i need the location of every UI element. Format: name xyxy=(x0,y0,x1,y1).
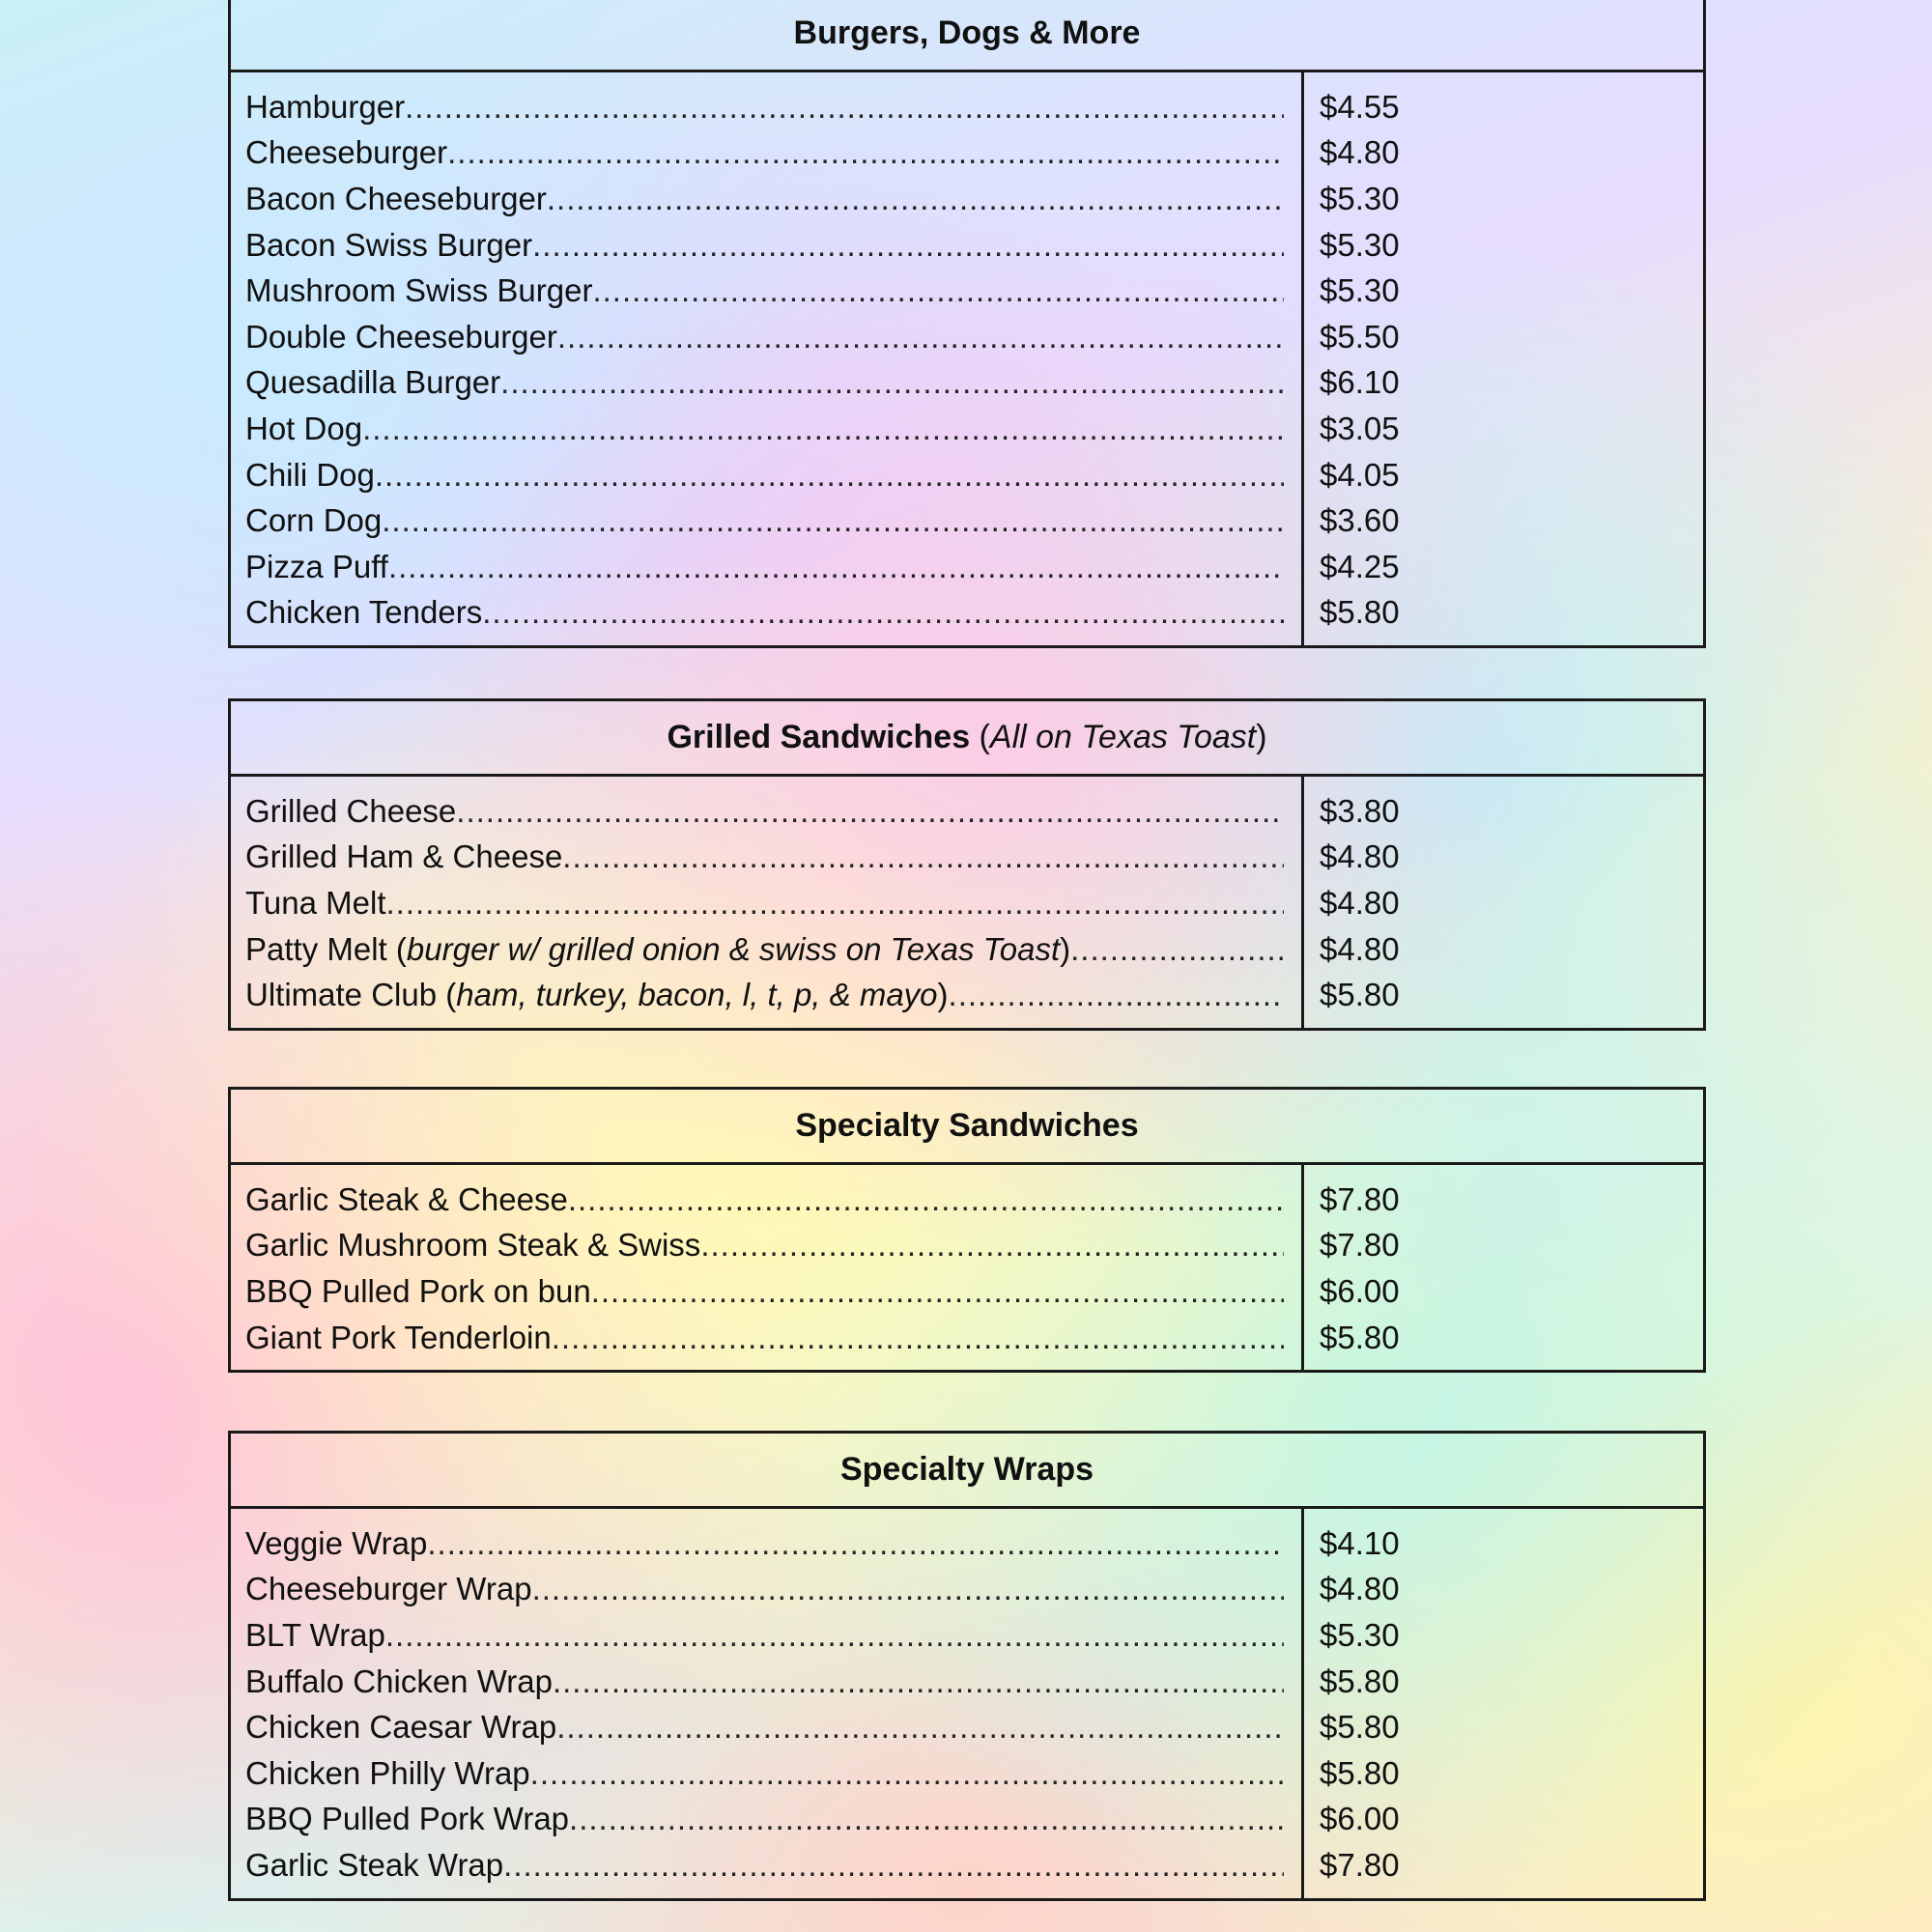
menu-item-name-text: Garlic Mushroom Steak & Swiss xyxy=(245,1227,701,1264)
menu-item-name-text: Quesadilla Burger xyxy=(245,364,501,401)
dot-leader xyxy=(592,272,1284,309)
menu-item-name-text: Tuna Melt xyxy=(245,884,386,921)
section-header xyxy=(231,1434,1703,1509)
menu-item-price: $4.55 xyxy=(1320,88,1400,125)
item-names-column xyxy=(231,1165,1301,1370)
menu-item xyxy=(245,1750,1301,1797)
menu-item-name xyxy=(245,1663,553,1700)
dot-leader xyxy=(547,181,1284,217)
dot-leader xyxy=(530,1755,1284,1792)
dot-leader xyxy=(447,134,1284,171)
menu-item-price: $4.80 xyxy=(1320,134,1400,171)
dot-leader xyxy=(405,89,1284,126)
menu-item xyxy=(245,1567,1301,1613)
menu-item xyxy=(245,788,1301,835)
menu-item xyxy=(245,590,1301,637)
menu-item-name-text: Cheeseburger Wrap xyxy=(245,1571,532,1607)
menu-item xyxy=(245,1612,1301,1659)
menu-item-price: $4.80 xyxy=(1320,930,1400,967)
menu-item-name xyxy=(245,1181,568,1218)
menu-item-price: $5.30 xyxy=(1320,180,1400,216)
menu-item-name xyxy=(245,1227,700,1264)
menu-item-name xyxy=(245,1273,591,1310)
menu-item xyxy=(245,1223,1301,1269)
menu-item-name-text: Garlic Steak & Cheese xyxy=(245,1180,568,1217)
menu-item-name: Ultimate Club (ham, turkey, bacon, l, t, p, & mayo) xyxy=(245,977,949,1013)
section-subtitle-text: All on Texas Toast xyxy=(989,719,1257,755)
menu-item-name-text: BBQ Pulled Pork on bun xyxy=(245,1272,591,1309)
menu-item-price: $5.30 xyxy=(1320,272,1400,309)
menu-item-name-text: Cheeseburger xyxy=(245,134,448,171)
menu-item-note: burger w/ grilled onion & swiss on Texas Toast xyxy=(406,930,1061,967)
item-prices-column xyxy=(1304,777,1703,1028)
menu-item-name-text: Hot Dog xyxy=(245,410,363,446)
dot-leader xyxy=(375,457,1284,494)
menu-item xyxy=(245,176,1301,222)
menu-item-name xyxy=(245,89,405,126)
section-header xyxy=(231,1090,1703,1165)
menu-item xyxy=(245,835,1301,881)
menu-item-name xyxy=(245,1525,427,1562)
menu-item-price: $5.30 xyxy=(1320,1616,1400,1653)
menu-item xyxy=(245,268,1301,314)
section-title: Grilled Sandwiches xyxy=(667,719,971,755)
menu-item-name-text: Bacon Cheeseburger xyxy=(245,180,547,216)
item-names-column xyxy=(231,72,1301,645)
menu-item-name-text: Grilled Ham & Cheese xyxy=(245,838,563,875)
menu-item xyxy=(245,1797,1301,1843)
menu-item-price: $3.05 xyxy=(1320,410,1400,446)
menu-item-price: $4.05 xyxy=(1320,456,1400,493)
menu-item-name xyxy=(245,411,362,447)
menu-item-price: $5.80 xyxy=(1320,1319,1400,1355)
menu-item-price: $4.10 xyxy=(1320,1524,1400,1561)
menu-item-price: $6.00 xyxy=(1320,1801,1400,1837)
menu-item-name-text: Giant Pork Tenderloin xyxy=(245,1319,552,1355)
menu-item xyxy=(245,1659,1301,1705)
menu-item xyxy=(245,1177,1301,1223)
menu-item xyxy=(245,130,1301,177)
menu-item xyxy=(245,880,1301,926)
menu-item-name xyxy=(245,1709,556,1746)
menu-item-name-text: Corn Dog xyxy=(245,502,383,539)
dot-leader xyxy=(503,1847,1284,1884)
section-subtitle: (All on Texas Toast) xyxy=(970,719,1267,755)
menu-item-name-text: Hamburger xyxy=(245,88,406,125)
menu-item-price: $3.80 xyxy=(1320,792,1400,829)
menu-item-name xyxy=(245,885,386,922)
menu-item-name xyxy=(245,1847,503,1884)
dot-leader xyxy=(385,1617,1284,1654)
menu-item-name-text: BLT Wrap xyxy=(245,1616,385,1653)
menu-item-name xyxy=(245,1320,552,1356)
menu-item-name: Patty Melt (burger w/ grilled onion & swiss on Texas Toast) xyxy=(245,930,1071,967)
dot-leader xyxy=(500,364,1284,401)
dot-leader xyxy=(556,1709,1284,1746)
item-prices-column xyxy=(1304,1165,1703,1370)
menu-item-name-text: Mushroom Swiss Burger xyxy=(245,272,593,309)
menu-item-name xyxy=(245,227,532,264)
item-names-column xyxy=(231,777,1301,1028)
menu-item-name-text: BBQ Pulled Pork Wrap xyxy=(245,1801,570,1837)
section-header xyxy=(231,0,1703,72)
menu-item-name xyxy=(245,457,375,494)
menu-item-price: $5.80 xyxy=(1320,977,1400,1013)
dot-leader xyxy=(362,411,1284,447)
menu-item-price: $3.60 xyxy=(1320,502,1400,539)
menu-item-price: $5.80 xyxy=(1320,1709,1400,1746)
menu-item-name-text: Grilled Cheese xyxy=(245,792,457,829)
menu-item xyxy=(245,406,1301,452)
dot-leader xyxy=(482,594,1284,631)
menu-item xyxy=(245,497,1301,544)
menu-item-name-text: Chicken Tenders xyxy=(245,594,483,631)
menu-item xyxy=(245,1842,1301,1889)
dot-leader xyxy=(532,227,1284,264)
menu-item xyxy=(245,1704,1301,1750)
menu-item xyxy=(245,972,1301,1018)
dot-leader xyxy=(562,838,1284,875)
menu-item-name xyxy=(245,838,562,875)
dot-leader xyxy=(1070,931,1284,968)
menu-item-name xyxy=(245,793,456,830)
menu-item-name-text: Chicken Philly Wrap xyxy=(245,1754,530,1791)
menu-item-name xyxy=(245,319,557,355)
dot-leader xyxy=(456,793,1284,830)
menu-item xyxy=(245,452,1301,498)
menu-item-price: $7.80 xyxy=(1320,1227,1400,1264)
menu-item-name xyxy=(245,1571,532,1607)
menu-item-price: $5.30 xyxy=(1320,226,1400,263)
item-names-column xyxy=(231,1509,1301,1898)
menu-item xyxy=(245,360,1301,407)
menu-item-price: $6.10 xyxy=(1320,364,1400,401)
menu-item-name xyxy=(245,181,547,217)
menu-item-price: $5.80 xyxy=(1320,1662,1400,1699)
menu-item xyxy=(245,314,1301,360)
dot-leader xyxy=(949,977,1284,1013)
menu-item-name xyxy=(245,272,592,309)
menu-item xyxy=(245,544,1301,590)
menu-item-price: $4.80 xyxy=(1320,838,1400,875)
menu-item-name-text: Ultimate Club xyxy=(245,977,438,1013)
menu-item-price: $5.80 xyxy=(1320,594,1400,631)
menu-item xyxy=(245,222,1301,269)
menu-item-name xyxy=(245,1755,530,1792)
section-header xyxy=(231,701,1703,777)
menu-item-name-text: Bacon Swiss Burger xyxy=(245,226,533,263)
menu-item-note: ham, turkey, bacon, l, t, p, & mayo xyxy=(456,977,938,1013)
menu-item-price: $7.80 xyxy=(1320,1180,1400,1217)
dot-leader xyxy=(382,502,1284,539)
dot-leader xyxy=(532,1571,1284,1607)
menu-item-name xyxy=(245,1801,569,1837)
menu-item-name xyxy=(245,1617,385,1654)
menu-item-name xyxy=(245,594,482,631)
menu-section xyxy=(228,698,1706,1031)
item-prices-column xyxy=(1304,72,1703,645)
menu-item-price: $6.00 xyxy=(1320,1272,1400,1309)
menu-item xyxy=(245,84,1301,130)
menu-item-name xyxy=(245,502,382,539)
menu-item-price: $4.25 xyxy=(1320,548,1400,584)
dot-leader xyxy=(569,1801,1284,1837)
menu-item-name-text: Garlic Steak Wrap xyxy=(245,1846,504,1883)
dot-leader xyxy=(552,1320,1284,1356)
item-prices-column xyxy=(1304,1509,1703,1898)
section-title: Burgers, Dogs & More xyxy=(793,14,1141,51)
menu-item-price: $5.80 xyxy=(1320,1754,1400,1791)
dot-leader xyxy=(591,1273,1284,1310)
menu-item-price: $4.80 xyxy=(1320,884,1400,921)
dot-leader xyxy=(553,1663,1284,1700)
menu-item-name xyxy=(245,134,447,171)
menu-section xyxy=(228,1087,1706,1373)
menu-item xyxy=(245,926,1301,973)
dot-leader xyxy=(568,1181,1284,1218)
dot-leader xyxy=(557,319,1284,355)
menu-item-name xyxy=(245,364,500,401)
menu-item xyxy=(245,1268,1301,1315)
dot-leader xyxy=(388,549,1284,585)
menu-item-name-text: Patty Melt xyxy=(245,930,387,967)
menu-item-price: $7.80 xyxy=(1320,1846,1400,1883)
dot-leader xyxy=(700,1227,1284,1264)
menu-item-price: $4.80 xyxy=(1320,1571,1400,1607)
menu-item-name-text: Pizza Puff xyxy=(245,548,388,584)
menu-item-name xyxy=(245,549,388,585)
section-title: Specialty Wraps xyxy=(839,1451,1094,1488)
menu-item xyxy=(245,1315,1301,1361)
menu-item-name-text: Double Cheeseburger xyxy=(245,318,557,355)
dot-leader xyxy=(386,885,1284,922)
menu-item-price: $5.50 xyxy=(1320,318,1400,355)
menu-section xyxy=(228,0,1706,648)
dot-leader xyxy=(427,1525,1284,1562)
menu-item-name-text: Chicken Caesar Wrap xyxy=(245,1709,557,1746)
menu-item-name-text: Chili Dog xyxy=(245,456,375,493)
menu-item-name-text: Veggie Wrap xyxy=(245,1524,428,1561)
menu-item xyxy=(245,1520,1301,1567)
menu-section xyxy=(228,1431,1706,1901)
section-title: Specialty Sandwiches xyxy=(795,1107,1139,1144)
menu-item-name-text: Buffalo Chicken Wrap xyxy=(245,1662,553,1699)
